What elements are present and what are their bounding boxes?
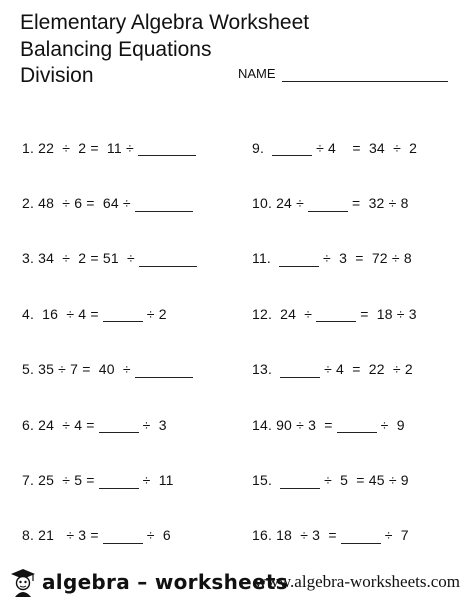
problem-left-expression: 22 ÷ 2 = 11 ÷ xyxy=(38,139,134,156)
problem-left-expression: 35 ÷ 7 = 40 ÷ xyxy=(38,361,131,378)
problem-number: 3. xyxy=(22,250,35,267)
worksheet-topic: Division xyxy=(20,64,94,87)
problem-number: 11. xyxy=(252,250,272,267)
footer-logo-text: algebra – worksheets xyxy=(42,570,288,594)
problem-right-expression: ÷ 4 = 22 ÷ 2 xyxy=(324,361,413,378)
problem-left-expression: 18 ÷ 3 = xyxy=(276,527,337,544)
answer-blank[interactable] xyxy=(135,195,193,212)
answer-blank[interactable] xyxy=(341,527,381,544)
problem-row xyxy=(22,120,252,175)
problem-right-expression: ÷ 9 xyxy=(380,416,405,433)
problem-number: 10. xyxy=(252,195,273,212)
problem-right-expression: = 18 ÷ 3 xyxy=(360,305,417,322)
problem-row xyxy=(252,452,474,507)
problem-number: 13. xyxy=(252,361,273,378)
answer-blank[interactable] xyxy=(103,305,143,322)
problem-row xyxy=(22,452,252,507)
problem-left-expression: 24 ÷ 4 = xyxy=(38,416,95,433)
problem-row xyxy=(22,397,252,452)
problems-right-column xyxy=(252,120,474,563)
problem-row xyxy=(252,286,474,341)
problem-number: 12. xyxy=(252,305,273,322)
problem-left-expression: 48 ÷ 6 = 64 ÷ xyxy=(38,195,131,212)
problem-row xyxy=(22,342,252,397)
answer-blank[interactable] xyxy=(99,416,139,433)
problem-row xyxy=(252,508,474,563)
problem-number: 15. xyxy=(252,472,273,489)
problem-right-expression: ÷ 6 xyxy=(146,527,171,544)
problem-right-expression: ÷ 5 = 45 ÷ 9 xyxy=(324,472,409,489)
answer-blank[interactable] xyxy=(138,139,196,156)
answer-blank[interactable] xyxy=(280,472,320,489)
answer-blank[interactable] xyxy=(272,139,312,156)
answer-blank[interactable] xyxy=(103,527,143,544)
problem-number: 6. xyxy=(22,416,35,433)
name-line[interactable] xyxy=(282,81,448,82)
problem-right-expression: ÷ 3 = 72 ÷ 8 xyxy=(323,250,412,267)
problem-number: 8. xyxy=(22,527,35,544)
problem-number: 2. xyxy=(22,195,35,212)
problem-number: 5. xyxy=(22,361,35,378)
answer-blank[interactable] xyxy=(139,250,197,267)
problems-left-column xyxy=(22,120,252,563)
answer-blank[interactable] xyxy=(279,250,319,267)
footer-website[interactable]: www.algebra-worksheets.com xyxy=(254,572,460,591)
problem-right-expression: ÷ 4 = 34 ÷ 2 xyxy=(316,139,418,156)
answer-blank[interactable] xyxy=(135,361,193,378)
answer-blank[interactable] xyxy=(99,472,139,489)
problem-row xyxy=(252,175,474,230)
problem-row xyxy=(22,508,252,563)
problem-row xyxy=(252,120,474,175)
problem-row xyxy=(252,342,474,397)
problem-row xyxy=(252,231,474,286)
problem-number: 9. xyxy=(252,139,265,156)
problem-left-expression: 25 ÷ 5 = xyxy=(38,472,95,489)
problem-left-expression: 24 ÷ xyxy=(276,195,305,212)
problem-left-expression: 24 ÷ xyxy=(276,305,313,322)
problem-left-expression: 21 ÷ 3 = xyxy=(38,527,99,544)
problem-number: 4. xyxy=(22,305,35,322)
answer-blank[interactable] xyxy=(308,195,348,212)
problem-right-expression: ÷ 3 xyxy=(142,416,167,433)
answer-blank[interactable] xyxy=(316,305,356,322)
graduate-mascot-icon xyxy=(8,566,38,598)
problem-row xyxy=(22,286,252,341)
footer xyxy=(0,562,474,602)
answer-blank[interactable] xyxy=(280,361,320,378)
problem-left-expression: 90 ÷ 3 = xyxy=(276,416,333,433)
problem-row xyxy=(252,397,474,452)
problem-left-expression: 16 ÷ 4 = xyxy=(38,305,99,322)
name-label: NAME xyxy=(238,66,276,81)
problem-number: 16. xyxy=(252,527,273,544)
answer-blank[interactable] xyxy=(337,416,377,433)
problem-number: 14. xyxy=(252,416,273,433)
worksheet-title: Elementary Algebra Worksheet xyxy=(20,11,310,34)
problem-number: 7. xyxy=(22,472,35,489)
problem-number: 1. xyxy=(22,139,35,156)
problem-left-expression: 34 ÷ 2 = 51 ÷ xyxy=(38,250,135,267)
problem-right-expression: = 32 ÷ 8 xyxy=(352,195,409,212)
worksheet-subtitle: Balancing Equations xyxy=(20,38,212,61)
problem-row xyxy=(22,231,252,286)
problem-right-expression: ÷ 11 xyxy=(142,472,174,489)
problem-right-expression: ÷ 2 xyxy=(146,305,167,322)
problem-row xyxy=(22,175,252,230)
problem-right-expression: ÷ 7 xyxy=(384,527,409,544)
